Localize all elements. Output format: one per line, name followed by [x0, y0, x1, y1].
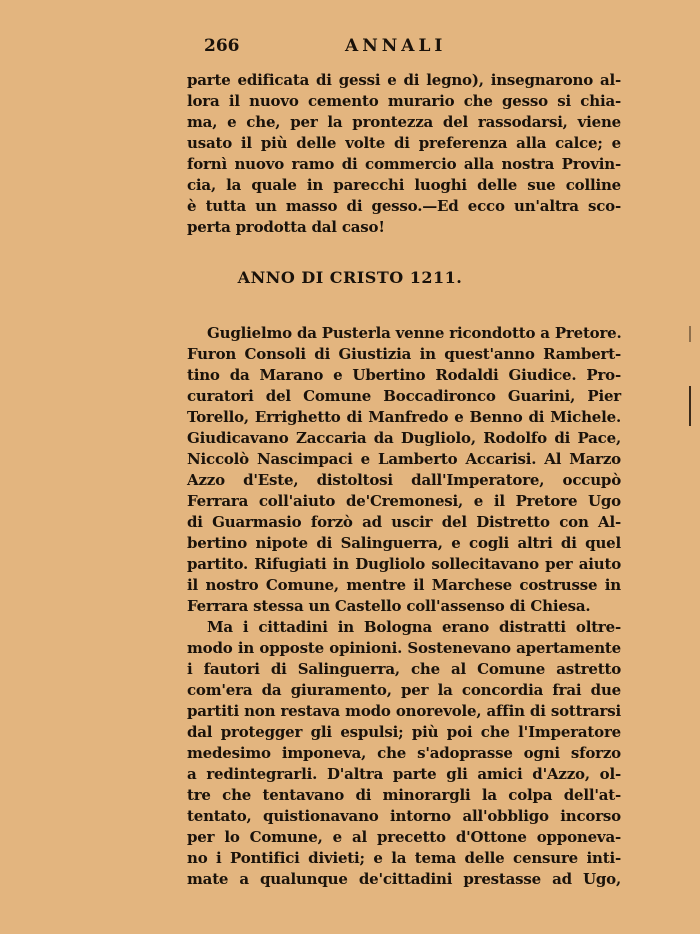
text-line: mate a qualunque de'cittadini prestasse ad Ugo, — [187, 870, 621, 888]
text-line: Azzo d'Este, distoltosi dall'Imperatore, occupò — [187, 471, 621, 489]
text-line: a redintegrarli. D'altra parte gli amici d'Azzo, ol- — [187, 765, 621, 783]
text-line: modo in opposte opinioni. Sostenevano apertamente — [187, 639, 621, 657]
text-line: Guglielmo da Pusterla venne ricondotto a Pretore. — [207, 324, 622, 342]
text-line: medesimo imponeva, che s'adoprasse ogni sforzo — [187, 744, 621, 762]
text-line: partito. Rifugiati in Dugliolo sollecitavano per aiuto — [187, 555, 621, 573]
text-line: Ferrara stessa un Castello coll'assenso di Chiesa. — [187, 597, 591, 615]
text-line: tentato, quistionavano intorno all'obbligo incorso — [187, 807, 621, 825]
text-line: di Guarmasio forzò ad uscir del Distretto con Al- — [187, 513, 621, 531]
text-line: tino da Marano e Ubertino Rodaldi Giudice. Pro- — [187, 366, 621, 384]
text-line: dal protegger gli espulsi; più poi che l'Imperatore — [187, 723, 621, 741]
text-line: i fautori di Salinguerra, che al Comune astretto — [187, 660, 621, 678]
text-line: per lo Comune, e al precetto d'Ottone opponeva- — [187, 828, 621, 846]
text-line: è tutta un masso di gesso.—Ed ecco un'altra sco- — [187, 197, 621, 215]
text-line: cia, la quale in parecchi luoghi delle sue colline — [187, 176, 621, 194]
text-line: Giudicavano Zaccaria da Dugliolo, Rodolfo di Pace, — [187, 429, 621, 447]
text-line: Torello, Errighetto di Manfredo e Benno di Michele. — [187, 408, 621, 426]
margin-mark — [689, 326, 691, 342]
page-header — [0, 36, 700, 58]
paragraph-block-main — [187, 323, 621, 890]
text-line: perta prodotta dal caso! — [187, 218, 385, 236]
text-line: partiti non restava modo onorevole, affin di sottrarsi — [187, 702, 621, 720]
text-line: Ferrara coll'aiuto de'Cremonesi, e il Pretore Ugo — [187, 492, 621, 510]
text-line: Niccolò Nascimpaci e Lamberto Accarisi. Al Marzo — [187, 450, 621, 468]
paragraph-block-top — [187, 70, 621, 238]
section-title: ANNO DI CRISTO 1211. — [237, 268, 463, 287]
margin-mark — [689, 386, 691, 426]
text-line: curatori del Comune Boccadironco Guarini, Pier — [187, 387, 621, 405]
running-title: ANNALI — [345, 36, 447, 56]
text-line: Ma i cittadini in Bologna erano distratti oltre- — [207, 618, 621, 636]
text-line: il nostro Comune, mentre il Marchese costrusse in — [187, 576, 621, 594]
text-line: parte edificata di gessi e di legno), insegnarono al- — [187, 71, 621, 89]
text-line: fornì nuovo ramo di commercio alla nostra Provin- — [187, 155, 621, 173]
page-number: 266 — [204, 36, 240, 56]
text-line: Furon Consoli di Giustizia in quest'anno Rambert- — [187, 345, 621, 363]
text-line: com'era da giuramento, per la concordia frai due — [187, 681, 621, 699]
text-line: no i Pontifici divieti; e la tema delle censure inti- — [187, 849, 621, 867]
text-line: tre che tentavano di minorargli la colpa dell'at- — [187, 786, 621, 804]
text-line: lora il nuovo cemento murario che gesso si chia- — [187, 92, 621, 110]
text-line: ma, e che, per la prontezza del rassodarsi, viene — [187, 113, 621, 131]
text-line: usato il più delle volte di preferenza alla calce; e — [187, 134, 621, 152]
text-line: bertino nipote di Salinguerra, e cogli altri di quel — [187, 534, 621, 552]
